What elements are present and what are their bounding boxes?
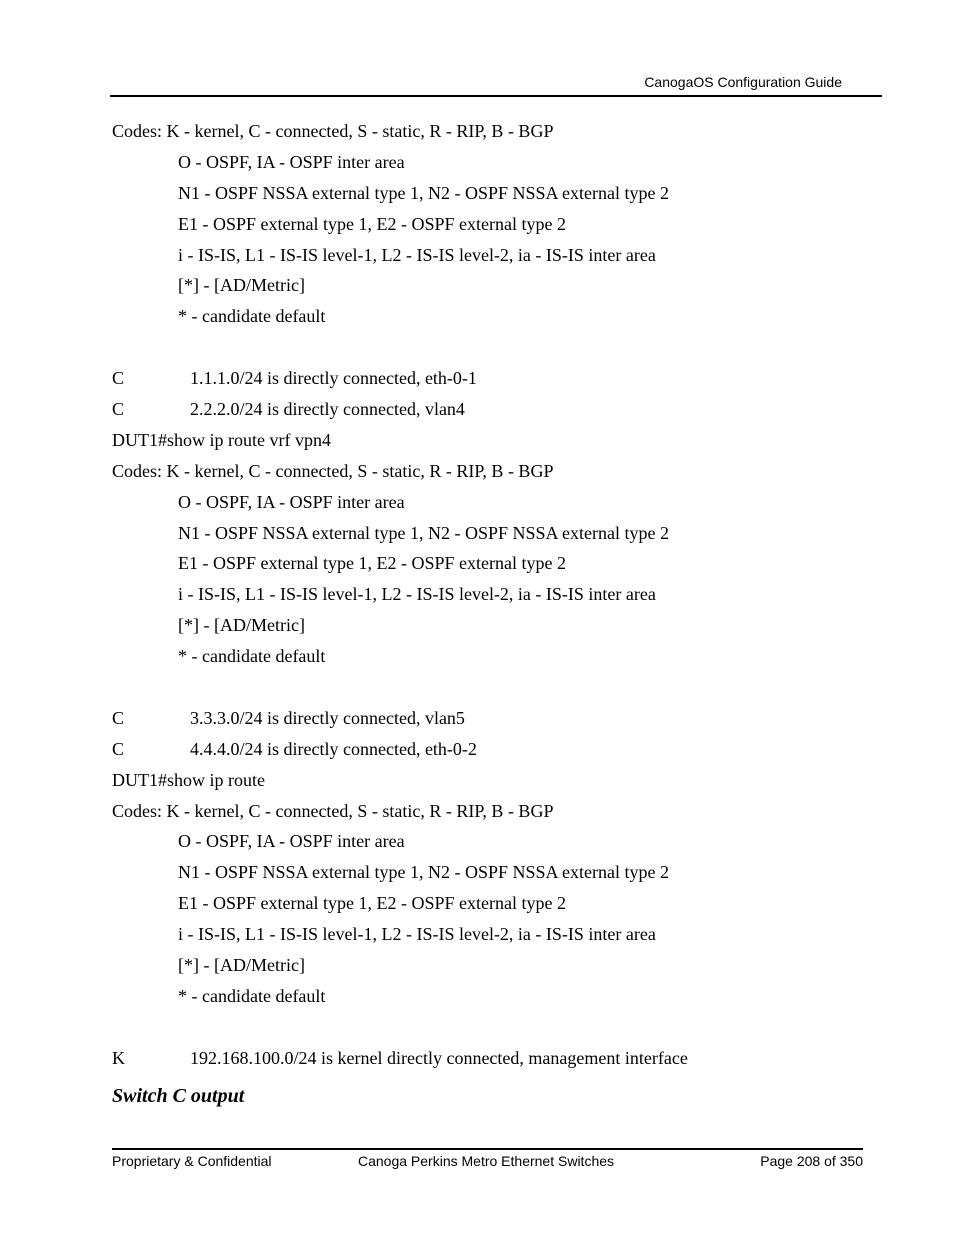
footer-product-name: Canoga Perkins Metro Ethernet Switches: [358, 1153, 615, 1169]
codes-legend-line: [*] - [AD/Metric]: [178, 955, 305, 976]
codes-legend-line: N1 - OSPF NSSA external type 1, N2 - OSPF NSSA external type 2: [178, 182, 670, 203]
codes-legend-line: * - candidate default: [178, 646, 326, 667]
codes-legend-line: O - OSPF, IA - OSPF inter area: [178, 491, 405, 512]
codes-legend-line: Codes: K - kernel, C - connected, S - static, R - RIP, B - BGP: [112, 800, 554, 821]
codes-legend-line: Codes: K - kernel, C - connected, S - static, R - RIP, B - BGP: [112, 121, 554, 141]
footer-rule: [112, 1148, 863, 1150]
route-code: C: [112, 738, 125, 759]
route-code: C: [112, 399, 125, 420]
footer-page-number: Page 208 of 350: [760, 1153, 863, 1169]
cli-output-block: [112, 116, 872, 1074]
route-code: K: [112, 1047, 125, 1068]
codes-legend-line: Codes: K - kernel, C - connected, S - static, R - RIP, B - BGP: [112, 460, 554, 481]
codes-legend-line: * - candidate default: [178, 985, 326, 1006]
codes-legend-line: [*] - [AD/Metric]: [178, 615, 305, 636]
cli-command: DUT1#show ip route: [112, 769, 265, 790]
route-text: 1.1.1.0/24 is directly connected, eth-0-1: [190, 368, 477, 389]
codes-legend-line: N1 - OSPF NSSA external type 1, N2 - OSPF NSSA external type 2: [178, 862, 670, 883]
route-text: 3.3.3.0/24 is directly connected, vlan5: [190, 707, 465, 728]
running-header-title: CanogaOS Configuration Guide: [644, 74, 842, 90]
codes-legend-line: N1 - OSPF NSSA external type 1, N2 - OSPF NSSA external type 2: [178, 522, 670, 543]
codes-legend-line: E1 - OSPF external type 1, E2 - OSPF external type 2: [178, 213, 566, 234]
route-entry: [112, 1043, 872, 1074]
codes-legend-line: [*] - [AD/Metric]: [178, 275, 305, 296]
route-text: 192.168.100.0/24 is kernel directly connected, management interface: [190, 1047, 688, 1068]
codes-legend-line: i - IS-IS, L1 - IS-IS level-1, L2 - IS-IS level-2, ia - IS-IS inter area: [178, 244, 656, 265]
codes-legend-line: O - OSPF, IA - OSPF inter area: [178, 151, 405, 172]
route-entry: [112, 363, 872, 394]
route-entry: [112, 703, 872, 734]
codes-legend-line: O - OSPF, IA - OSPF inter area: [178, 831, 405, 852]
codes-legend-line: i - IS-IS, L1 - IS-IS level-1, L2 - IS-IS level-2, ia - IS-IS inter area: [178, 924, 656, 945]
footer-confidentiality: Proprietary & Confidential: [112, 1153, 272, 1169]
blank-line: [112, 672, 872, 703]
codes-legend-line: E1 - OSPF external type 1, E2 - OSPF external type 2: [178, 893, 566, 914]
codes-legend-line: E1 - OSPF external type 1, E2 - OSPF external type 2: [178, 553, 566, 574]
blank-line: [112, 1012, 872, 1043]
section-heading: Switch C output: [112, 1085, 245, 1107]
header-rule: [110, 95, 882, 97]
codes-legend-line: i - IS-IS, L1 - IS-IS level-1, L2 - IS-IS level-2, ia - IS-IS inter area: [178, 584, 656, 605]
route-text: 2.2.2.0/24 is directly connected, vlan4: [190, 399, 465, 420]
route-entry: [112, 734, 872, 765]
cli-command: DUT1#show ip route vrf vpn4: [112, 429, 331, 450]
route-entry: [112, 394, 872, 425]
codes-legend-line: * - candidate default: [178, 306, 326, 327]
blank-line: [112, 332, 872, 363]
route-text: 4.4.4.0/24 is directly connected, eth-0-2: [190, 738, 477, 759]
route-code: C: [112, 707, 125, 728]
route-code: C: [112, 368, 125, 389]
